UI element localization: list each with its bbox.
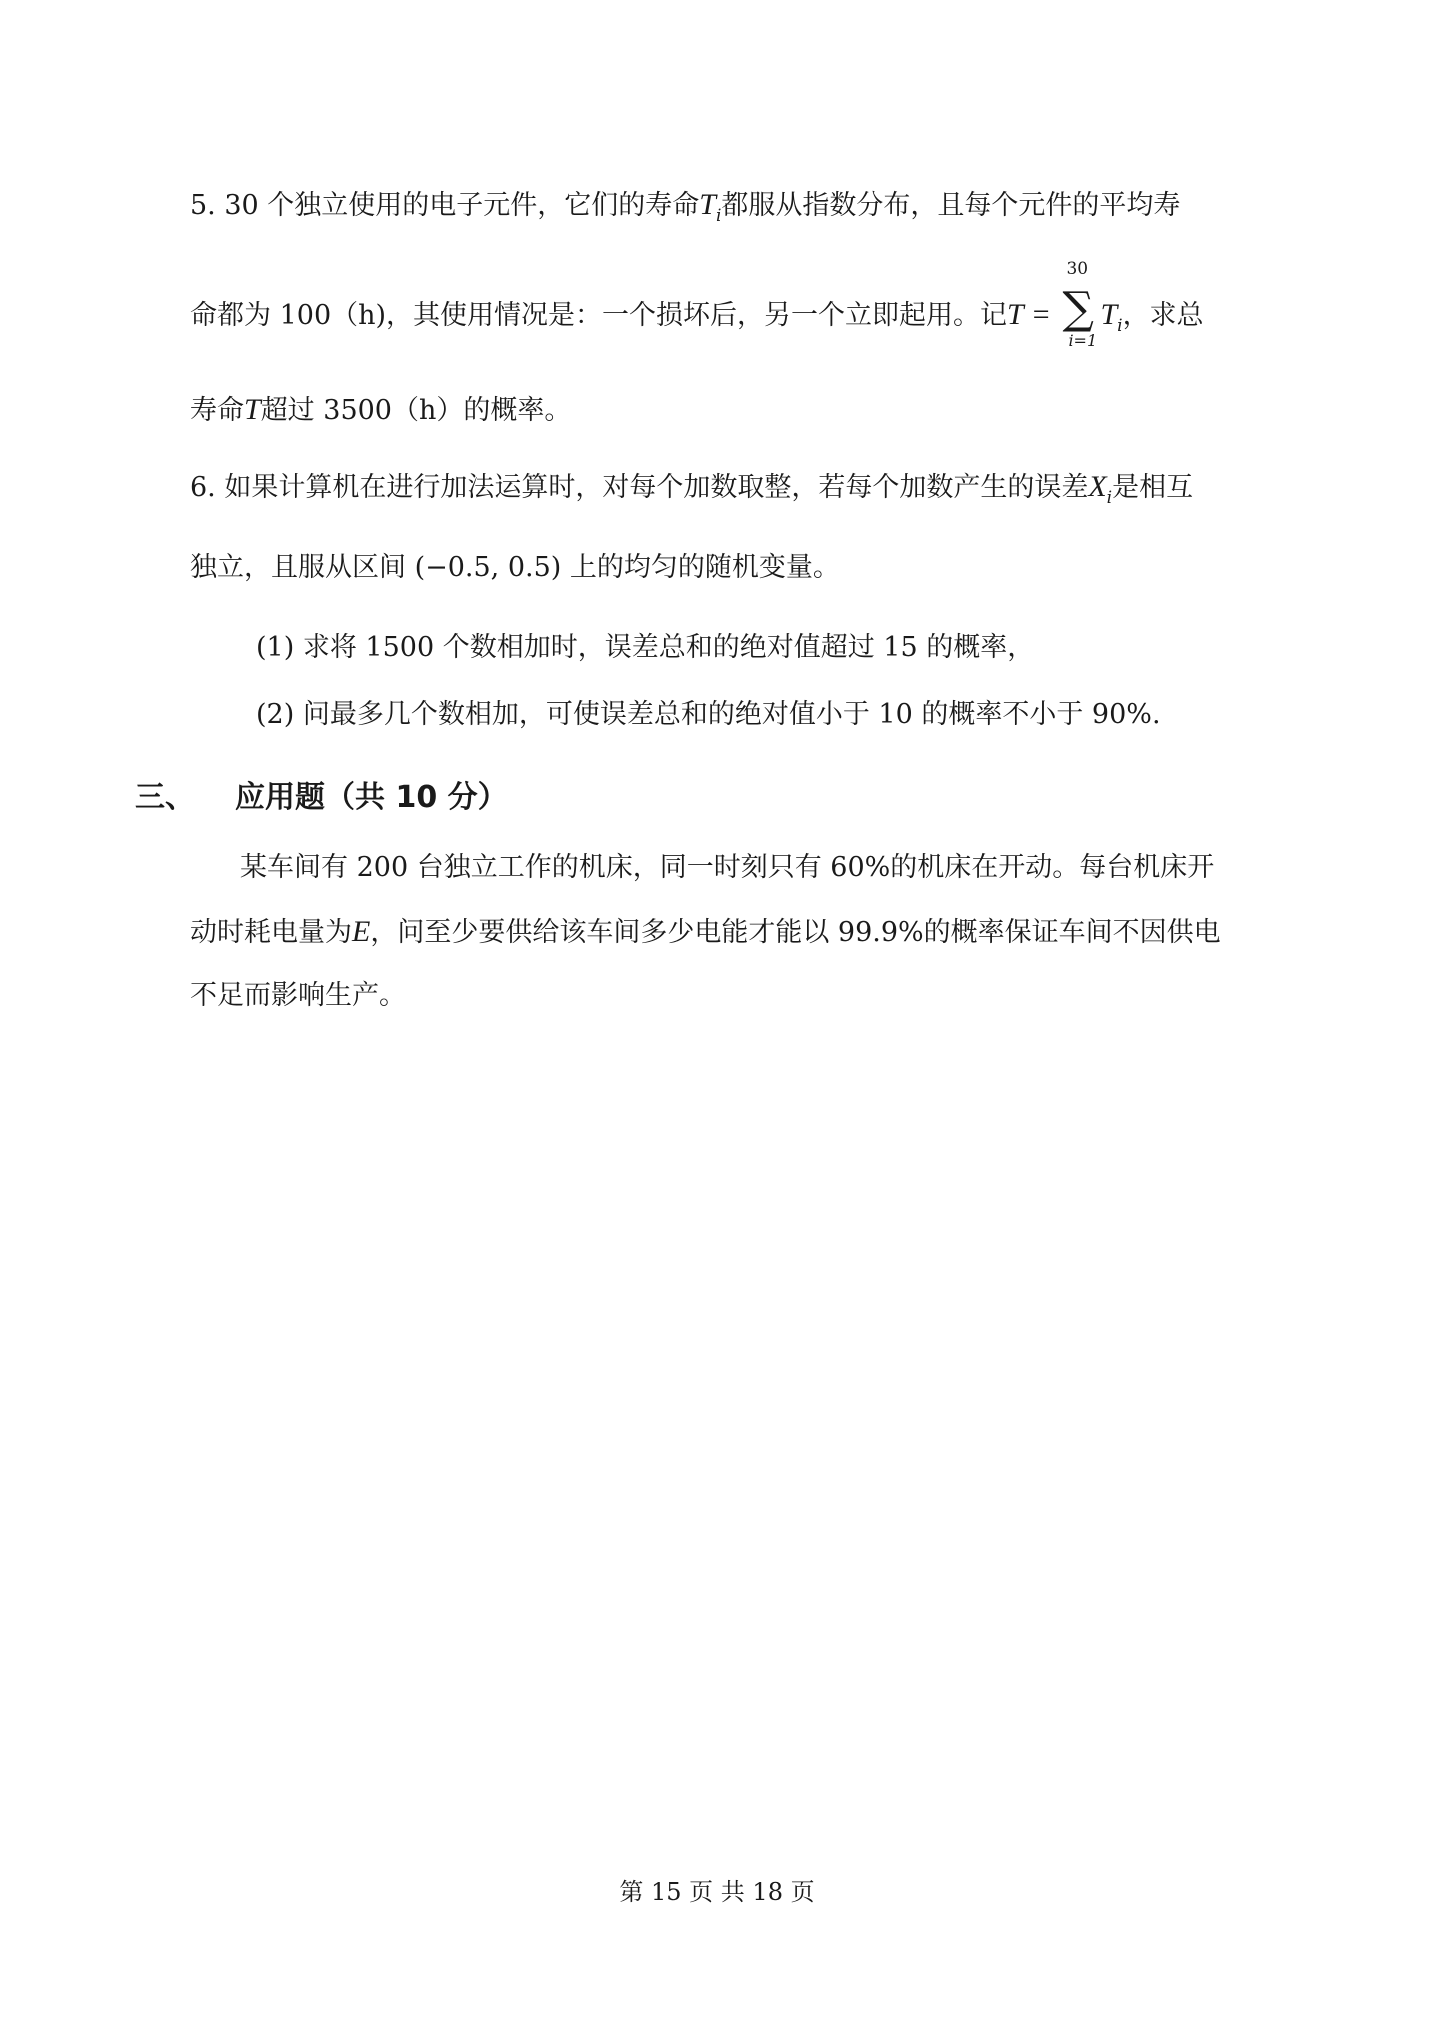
problem-6-part-1: (1) 求将 1500 个数相加时，误差总和的绝对值超过 15 的概率， [256, 632, 1035, 663]
problem-5-line-2: 命都为 100（h)，其使用情况是：一个损坏后，另一个立即起用。记T = 30 ∑ i=1 $T_i$，求总 [190, 259, 1204, 350]
problem-5-line-3: 寿命T超过 3500（h）的概率。 [190, 393, 572, 426]
problem-6-line-1: 6. 如果计算机在进行加法运算时，对每个加数取整，若每个加数产生的误差$X_i$是相互 [190, 470, 1194, 508]
problem-5-line-1: 5. 30 个独立使用的电子元件，它们的寿命$T_i$都服从指数分布，且每个元件的平均寿 [190, 188, 1181, 226]
summation-symbol: 30 ∑ i=1 [1062, 259, 1098, 350]
application-line-1: 某车间有 200 台独立工作的机床，同一时刻只有 60%的机床在开动。每台机床开 [240, 852, 1215, 883]
application-line-3: 不足而影响生产。 [190, 980, 406, 1011]
page-footer: 第 15 页 共 18 页 [619, 1878, 815, 1906]
problem-6-part-2: (2) 问最多几个数相加，可使误差总和的绝对值小于 10 的概率不小于 90%. [256, 699, 1161, 730]
application-line-2: 动时耗电量为E，问至少要供给该车间多少电能才能以 99.9%的概率保证车间不因供电 [190, 915, 1221, 948]
problem-6-line-2: 独立，且服从区间 (−0.5, 0.5) 上的均匀的随机变量。 [190, 552, 840, 583]
section-3-heading: 三、 应用题（共 10 分） [135, 780, 508, 815]
